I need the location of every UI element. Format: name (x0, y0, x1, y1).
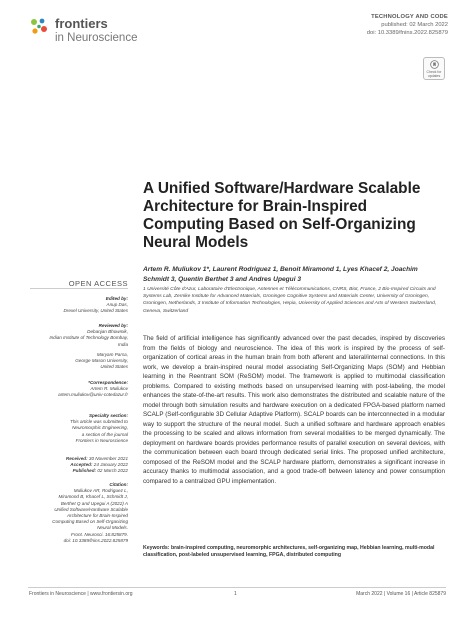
accepted-value: 24 January 2022 (93, 462, 128, 468)
keywords: Keywords: brain-inspired computing, neuromorphic architectures, self-organizing map, Hebbian learning, multi-modal classification, post-labeled unsupervised learning, FPGA, distributed computing (143, 545, 435, 559)
page-number: 1 (234, 591, 237, 597)
article-doi[interactable]: doi: 10.3389/fnins.2022.825879 (366, 30, 448, 36)
accepted-label: Accepted: (70, 462, 93, 468)
footer-divider (28, 587, 446, 588)
citation-text: Muliukov AR, Rodriguez L, Miramond B, Khacef L, Schmidt J, Berthet Q and Upegui A (2022) A Unified Software/Hardware Scalable Architecture for Brain-Inspired Computing Based on Self-Organizing Neural Models. Front. Neurosci. 16:825879. doi: 10.3389/fnins.2022.825879 (52, 488, 128, 543)
journal-name-primary: frontiers (55, 16, 108, 31)
citation-label: Citation: (109, 482, 128, 487)
edited-by-block (20, 296, 128, 315)
specialty-section-text: This article was submitted to Neuromorphic Engineering, a section of the journal Frontiers in Neuroscience (70, 419, 128, 443)
specialty-section-label: Specialty section: (88, 413, 128, 418)
dates-block (20, 456, 128, 475)
specialty-section-block (20, 413, 128, 444)
editor-name: Anup Das, Drexel University, United States (63, 302, 128, 314)
correspondence-block (20, 380, 128, 399)
article-meta-header (367, 13, 448, 37)
reviewer-2: Maryam Parsa, George Mason University, United States (75, 351, 128, 370)
footer-journal-link[interactable]: Frontiers in Neuroscience | www.frontiersin.org (29, 591, 133, 597)
frontiers-logo-icon (29, 17, 49, 37)
published-value: 02 March 2022 (97, 468, 128, 474)
author-list: Artem R. Muliukov 1*, Laurent Rodriguez 1, Benoit Miramond 1, Lyes Khacef 2, Joachim Schmidt 3, Quentin Berthet 3 and Andres Upegui 3 (143, 266, 418, 283)
open-access-label: OPEN ACCESS (68, 279, 128, 288)
abstract-text: The field of artificial intelligence has significantly advanced over the past decades, inspired by discoveries from the fields of biology and neuroscience. The idea of this work is inspired by the process of self-organization of cortical areas in the human brain from both afferent and lateral/internal connections. In this work, we develop a brain-inspired neural model associating Self-Organizing Maps (SOM) and Hebbian learning in the Reentrant SOM (ReSOM) model. The framework is applied to multimodal classification problems. Compared to existing methods based on unsupervised learning with post-labeling, the model enhances the state-of-the-art results. This work also demonstrates the distributed and scalable nature of the model through both simulation results and hardware execution on a dedicated FPGA-based platform named SCALP (Self-configurable 3D Cellular Adaptive Platform). SCALP boards can be interconnected in a modular way to support the structure of the neural model. Such a unified software and hardware approach enables the processing to be scaled and allows information from several modalities to be merged dynamically. The deployment on hardware boards provides performance results of parallel execution on several devices, with the communication between each board through dedicated serial links. The proposed unified architecture, composed of the ReSOM model and the SCALP hardware platform, demonstrates a significant increase in accuracy thanks to multimodal association, and a good trade-off between latency and power consumption compared to a centralized GPU implementation. (143, 335, 445, 485)
received-label: Received: (65, 456, 88, 461)
article-title: A Unified Software/Hardware Scalable Architecture for Brain-Inspired Computing Based on Self-Organizing Neural Models (143, 180, 421, 251)
published-label: Published: (72, 468, 97, 474)
citation-block (20, 482, 128, 544)
received-value: 30 November 2021 (88, 456, 128, 461)
reviewed-by-block (20, 323, 128, 370)
reviewer-1: Debanjan Bhowmik, Indian Institute of Technology Bombay, India (49, 329, 128, 347)
correspondence-label: *Correspondence: (88, 380, 128, 385)
journal-name-secondary: in Neuroscience (55, 32, 138, 44)
edited-by-label: Edited by: (105, 296, 128, 301)
article-type: TECHNOLOGY AND CODE (371, 14, 448, 20)
check-for-updates-badge[interactable] (423, 57, 445, 80)
published-date-side (20, 468, 128, 474)
correspondence-contact[interactable]: Artem R. Muliukov artem.muliukov@univ-cotedazur.fr (58, 386, 128, 398)
sidebar-divider (30, 288, 128, 289)
badge-label: Check for updates (426, 69, 442, 78)
published-date: published: 02 March 2022 (381, 22, 448, 28)
footer-issue-info: March 2022 | Volume 16 | Article 825879 (356, 591, 446, 597)
reviewed-by-label: Reviewed by: (98, 323, 128, 328)
bookmark-check-icon (430, 60, 439, 69)
author-affiliations: 1 Université Côte d'Azur, Laboratoire d'Electronique, Antennes et Télécommunications, CNRS, Biot, France, 2 Bio-Inspired Circuits and Systems Lab, Zernike Institute for Advanced Materials, Groningen Cognitive Systems and Materials Center, University of Groningen, Groningen, Netherlands, 3 Institute of Information Technologies, Hepia, University of Applied Sciences and Arts of Western Switzerland, Geneva, Switzerland (143, 287, 437, 314)
